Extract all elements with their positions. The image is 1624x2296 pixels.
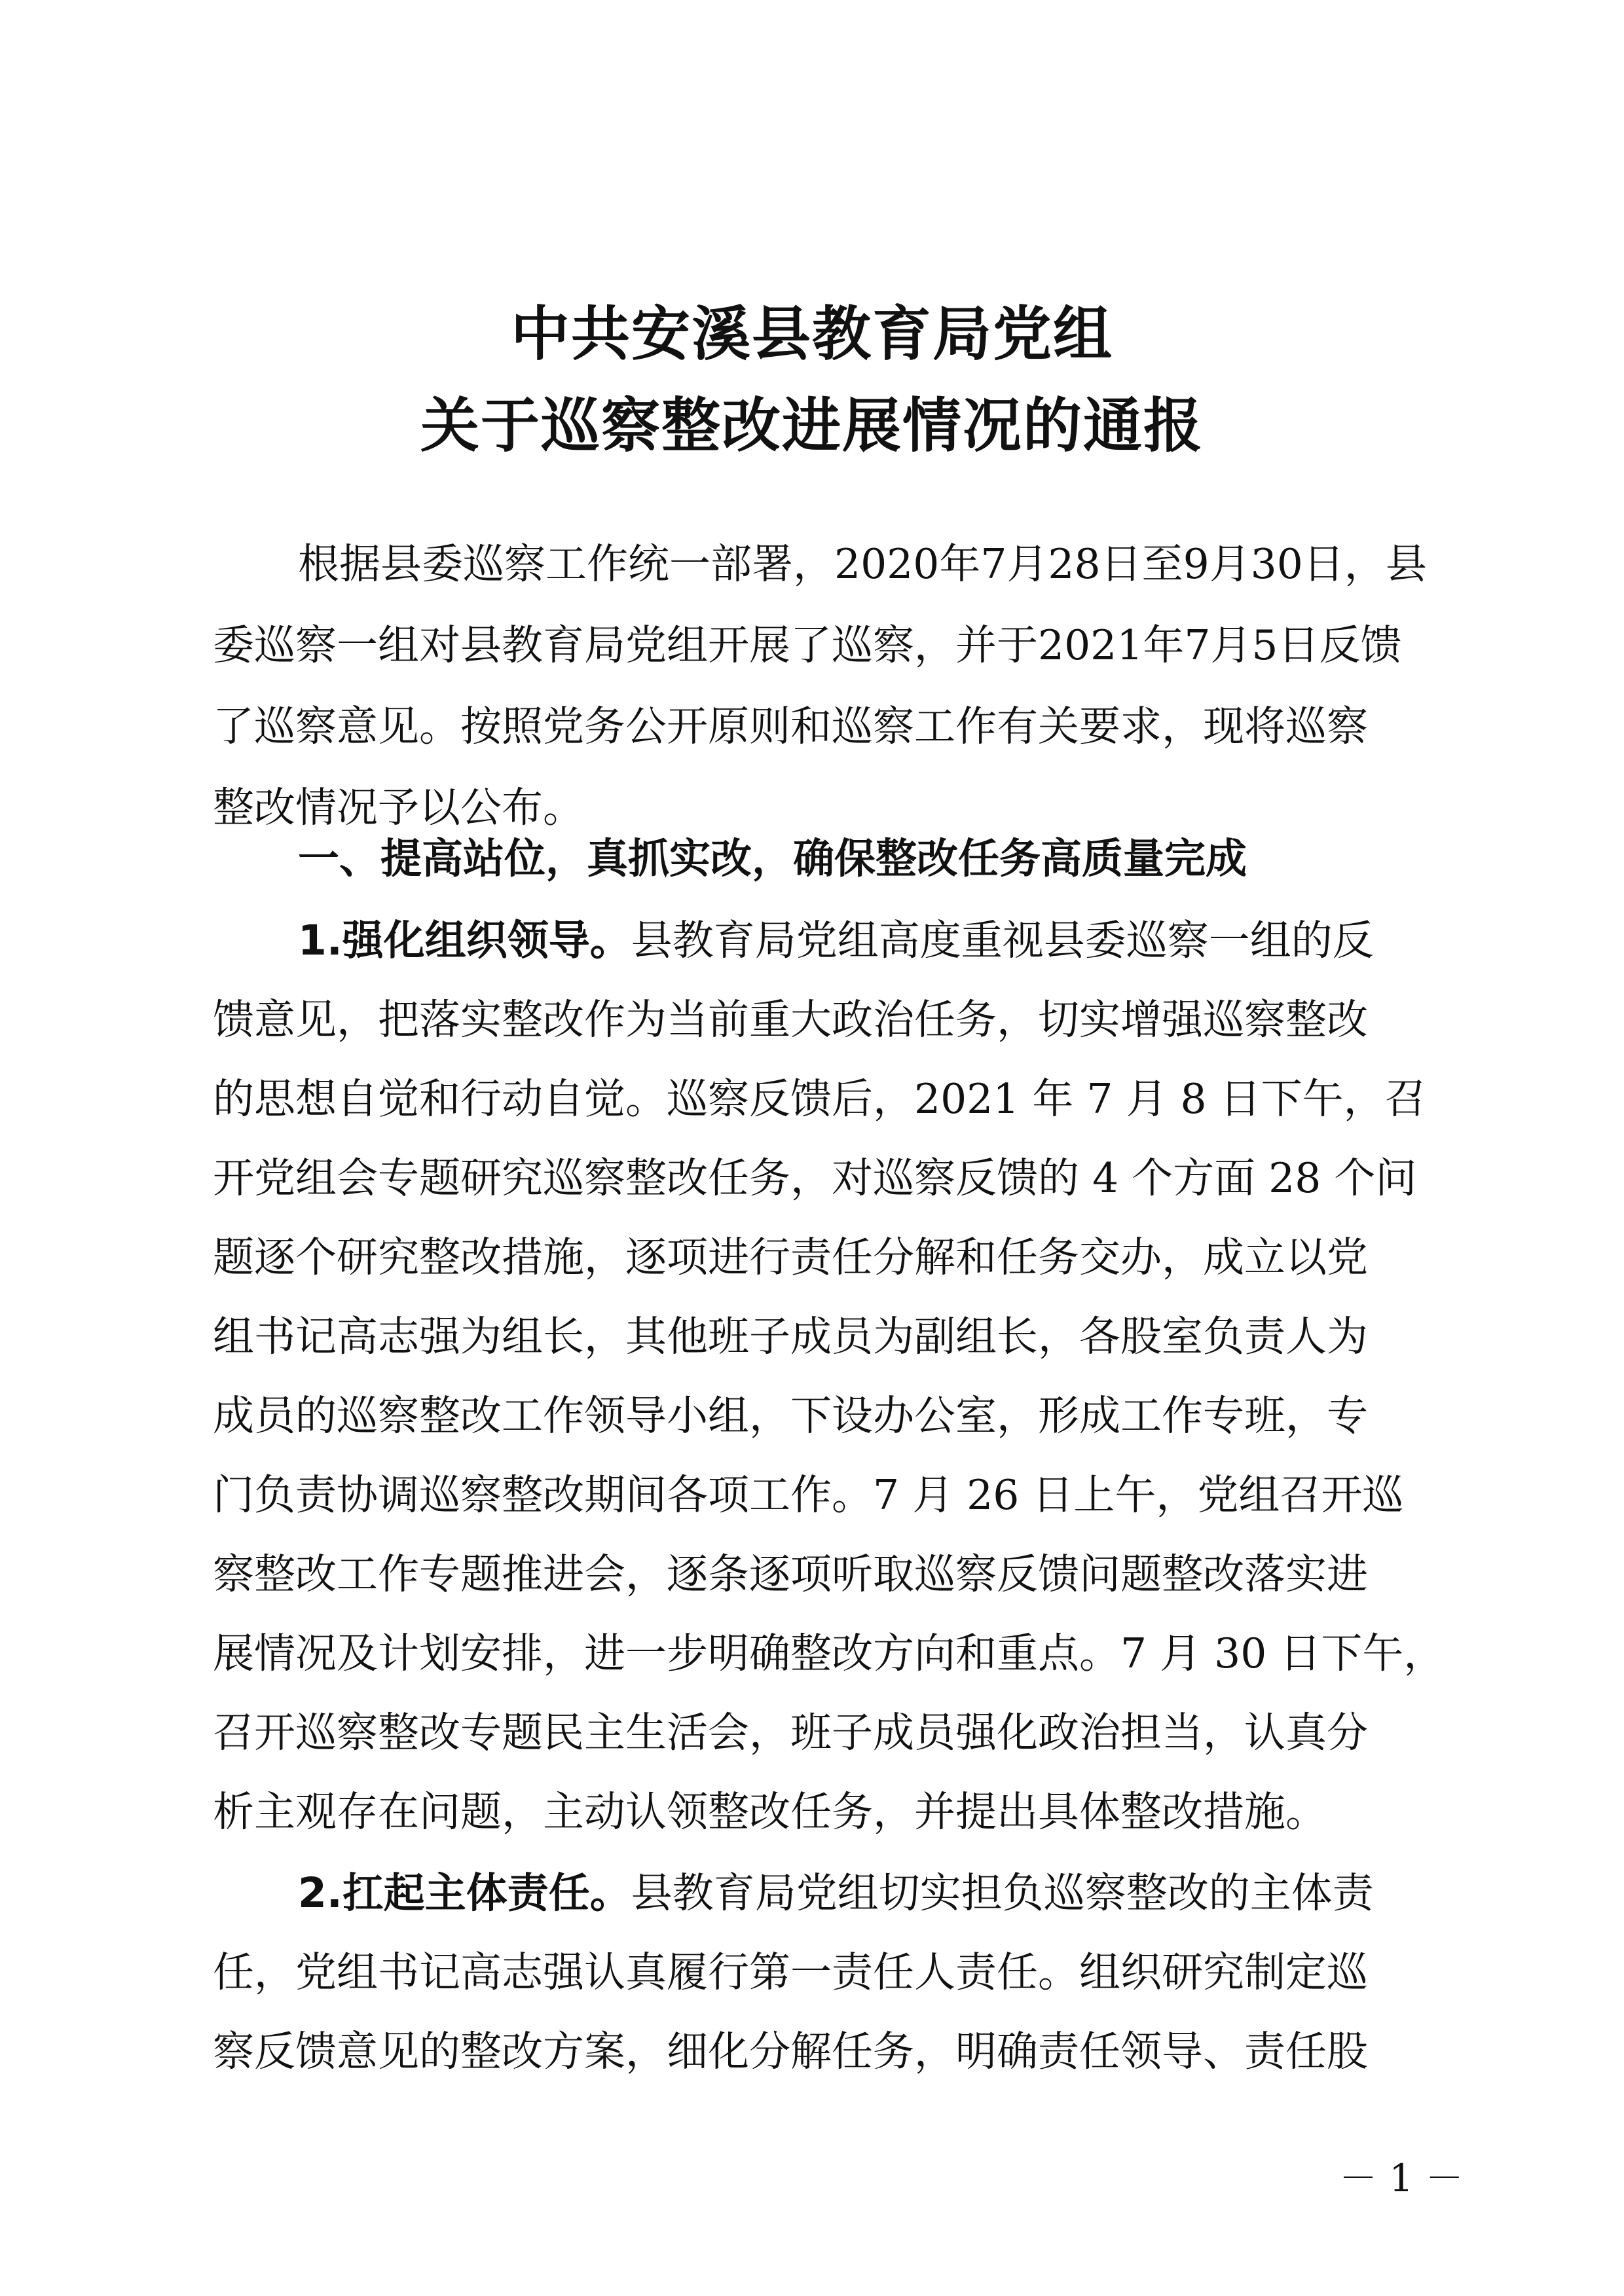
section-1-heading: 一、提高站位，真抓实改，确保整改任务高质量完成 xyxy=(298,835,1247,883)
item-1-line-8: 门负责协调巡察整改期间各项工作。7 月 26 日上午，党组召开巡 xyxy=(213,1471,1404,1519)
item-1-line-3: 的思想自觉和行动自觉。巡察反馈后，2021 年 7 月 8 日下午，召 xyxy=(213,1075,1426,1123)
intro-line-3: 了巡察意见。按照党务公开原则和巡察工作有关要求，现将巡察 xyxy=(213,702,1368,750)
item-2-line-2: 任，党组书记高志强认真履行第一责任人责任。组织研究制定巡 xyxy=(213,1948,1368,1996)
document-title-line-1: 中共安溪县教育局党组 xyxy=(511,299,1113,369)
item-1-line-12: 析主观存在问题，主动认领整改任务，并提出具体整改措施。 xyxy=(213,1788,1327,1836)
intro-line-2: 委巡察一组对县教育局党组开展了巡察，并于2021年7月5日反馈 xyxy=(213,621,1402,669)
intro-line-4: 整改情况予以公布。 xyxy=(213,784,584,831)
item-2-line-1 xyxy=(298,1869,1374,1917)
item-1-line-4: 开党组会专题研究巡察整改任务，对巡察反馈的 4 个方面 28 个问 xyxy=(213,1154,1417,1202)
item-1-line-10: 展情况及计划安排，进一步明确整改方向和重点。7 月 30 日下午， xyxy=(213,1630,1445,1677)
item-2-lead: 2.扛起主体责任。 xyxy=(298,1869,631,1917)
item-1-line-6: 组书记高志强为组长，其他班子成员为副组长，各股室负责人为 xyxy=(213,1313,1368,1360)
item-1-line-5: 题逐个研究整改措施，逐项进行责任分解和任务交办，成立以党 xyxy=(213,1233,1368,1281)
item-1-line-2: 馈意见，把落实整改作为当前重大政治任务，切实增强巡察整改 xyxy=(213,996,1368,1044)
item-1-line-7: 成员的巡察整改工作领导小组，下设办公室，形成工作专班，专 xyxy=(213,1392,1368,1440)
item-2-first-line-text: 县教育局党组切实担负巡察整改的主体责 xyxy=(631,1869,1374,1917)
item-1-line-9: 察整改工作专题推进会，逐条逐项听取巡察反馈问题整改落实进 xyxy=(213,1550,1368,1598)
item-1-lead: 1.强化组织领导。 xyxy=(298,917,631,964)
item-1-line-1 xyxy=(298,917,1374,964)
intro-line-1: 根据县委巡察工作统一部署，2020年7月28日至9月30日，县 xyxy=(298,540,1427,588)
page-number: － 1 － xyxy=(1339,2156,1464,2200)
item-2-line-3: 察反馈意见的整改方案，细化分解任务，明确责任领导、责任股 xyxy=(213,2028,1368,2075)
item-1-first-line-text: 县教育局党组高度重视县委巡察一组的反 xyxy=(631,917,1374,964)
document-title-line-2: 关于巡察整改进展情况的通报 xyxy=(420,391,1204,460)
item-1-line-11: 召开巡察整改专题民主生活会，班子成员强化政治担当，认真分 xyxy=(213,1709,1368,1757)
